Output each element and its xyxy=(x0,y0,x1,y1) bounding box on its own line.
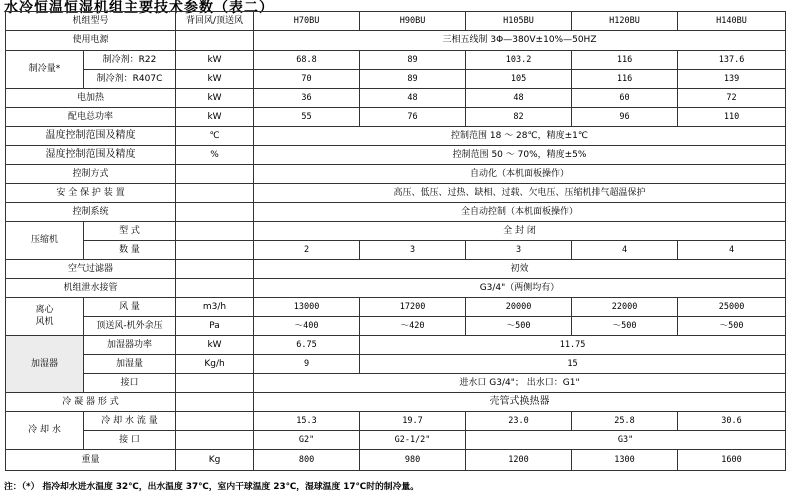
compressor-count-row xyxy=(6,241,786,260)
weight-label: 重量 xyxy=(6,450,176,471)
humidifier-port-row xyxy=(6,374,786,393)
control-system-label: 控制系统 xyxy=(6,203,176,222)
table-cell: 137.6 xyxy=(678,51,786,70)
compressor-type-value: 全 封 闭 xyxy=(254,222,786,241)
footnote: 注：（*） 指冷却水进水温度 32℃，出水温度 37℃，室内干球温度 23℃，湿球温度 17℃时的制冷量。 xyxy=(4,482,419,492)
air-filter-label: 空气过滤器 xyxy=(6,260,176,279)
table-cell: ～420 xyxy=(360,317,466,336)
table-cell: 70 xyxy=(254,70,360,89)
table-cell: 17200 xyxy=(360,298,466,317)
table-cell: 25000 xyxy=(678,298,786,317)
fan-pressure-row xyxy=(6,317,786,336)
humidity-row xyxy=(6,146,786,165)
page-title: 水冷恒温恒湿机组主要技术参数（表二） xyxy=(4,0,274,16)
cooling-r22-row xyxy=(6,51,786,70)
fan-pressure-unit: Pa xyxy=(176,317,254,336)
table-cell: 68.8 xyxy=(254,51,360,70)
humidity-unit: % xyxy=(176,146,254,165)
cooling-r407c-unit: kW xyxy=(176,70,254,89)
table-cell: 9 xyxy=(254,355,360,374)
model-label: 机组型号 xyxy=(6,12,176,31)
fan-airflow-unit: m3/h xyxy=(176,298,254,317)
total-power-unit: kW xyxy=(176,108,254,127)
fan-airflow-row xyxy=(6,298,786,317)
condenser-row xyxy=(6,393,786,412)
safety-label: 安 全 保 护 装 置 xyxy=(6,184,176,203)
table-cell: 48 xyxy=(360,89,466,108)
humidifier-amount-label: 加湿量 xyxy=(84,355,176,374)
weight-unit: Kg xyxy=(176,450,254,471)
power-supply-label: 使用电源 xyxy=(6,31,176,51)
table-cell: 55 xyxy=(254,108,360,127)
table-cell: 800 xyxy=(254,450,360,471)
table-cell: ～400 xyxy=(254,317,360,336)
airflow-label: 背回风/顶送风 xyxy=(176,12,254,31)
control-mode-value: 自动化（本机面板操作） xyxy=(254,165,786,184)
total-power-label: 配电总功率 xyxy=(6,108,176,127)
cooling-r22-unit: kW xyxy=(176,51,254,70)
table-cell: 980 xyxy=(360,450,466,471)
control-system-value: 全自动控制（本机面板操作） xyxy=(254,203,786,222)
table-cell: 116 xyxy=(572,70,678,89)
table-cell: 25.8 xyxy=(572,412,678,431)
table-cell: 3 xyxy=(466,241,572,260)
table-cell: 103.2 xyxy=(466,51,572,70)
cooling-water-port-label: 接 口 xyxy=(84,431,176,450)
spec-table xyxy=(5,11,786,471)
power-supply-row xyxy=(6,31,786,51)
control-system-row xyxy=(6,203,786,222)
table-cell: 60 xyxy=(572,89,678,108)
electric-heating-label: 电加热 xyxy=(6,89,176,108)
fan-group-label: 离心 风机 xyxy=(6,298,84,336)
table-cell: 110 xyxy=(678,108,786,127)
control-mode-row xyxy=(6,165,786,184)
humidifier-power-row xyxy=(6,336,786,355)
humidifier-group-label: 加湿器 xyxy=(6,336,84,393)
drain-row xyxy=(6,279,786,298)
model-h140bu: H140BU xyxy=(678,12,786,31)
table-cell: 139 xyxy=(678,70,786,89)
humidifier-power-unit: kW xyxy=(176,336,254,355)
table-cell: 11.75 xyxy=(360,336,786,355)
table-cell: 15.3 xyxy=(254,412,360,431)
table-cell: ～500 xyxy=(466,317,572,336)
table-cell: 15 xyxy=(360,355,786,374)
table-cell: 13000 xyxy=(254,298,360,317)
cooling-r407c-row xyxy=(6,70,786,89)
table-cell: 72 xyxy=(678,89,786,108)
header-row xyxy=(6,12,786,31)
condenser-value: 壳管式换热器 xyxy=(254,393,786,412)
compressor-type-row xyxy=(6,222,786,241)
table-cell: 4 xyxy=(572,241,678,260)
air-filter-row xyxy=(6,260,786,279)
table-cell: 1300 xyxy=(572,450,678,471)
power-supply-value: 三相五线制 3Φ—380V±10%—50HZ xyxy=(254,31,786,51)
drain-value: G3/4"（两侧均有） xyxy=(254,279,786,298)
table-cell: 116 xyxy=(572,51,678,70)
table-cell: 3 xyxy=(360,241,466,260)
table-cell: 23.0 xyxy=(466,412,572,431)
table-cell: ～500 xyxy=(572,317,678,336)
table-cell: 1600 xyxy=(678,450,786,471)
table-cell: 48 xyxy=(466,89,572,108)
compressor-type-label: 型 式 xyxy=(84,222,176,241)
air-filter-value: 初效 xyxy=(254,260,786,279)
humidifier-port-value: 进水口 G3/4"； 出水口：G1" xyxy=(254,374,786,393)
condenser-label: 冷 凝 器 形 式 xyxy=(6,393,176,412)
cooling-water-flow-label: 冷 却 水 流 量 xyxy=(84,412,176,431)
safety-row xyxy=(6,184,786,203)
table-cell: 96 xyxy=(572,108,678,127)
table-cell: G3" xyxy=(466,431,786,450)
table-cell: 76 xyxy=(360,108,466,127)
cooling-group-label: 制冷量* xyxy=(6,51,84,89)
table-cell: ～500 xyxy=(678,317,786,336)
table-cell: G2" xyxy=(254,431,360,450)
humidifier-power-label: 加湿器功率 xyxy=(84,336,176,355)
cooling-water-flow-row xyxy=(6,412,786,431)
cooling-r22-label: 制冷剂：R22 xyxy=(84,51,176,70)
table-cell: 89 xyxy=(360,70,466,89)
table-cell: 82 xyxy=(466,108,572,127)
total-power-row xyxy=(6,108,786,127)
model-h70bu: H70BU xyxy=(254,12,360,31)
table-cell: 36 xyxy=(254,89,360,108)
table-cell: 22000 xyxy=(572,298,678,317)
humidifier-amount-row xyxy=(6,355,786,374)
temperature-row xyxy=(6,127,786,146)
humidifier-amount-unit: Kg/h xyxy=(176,355,254,374)
table-cell: 4 xyxy=(678,241,786,260)
table-cell: 20000 xyxy=(466,298,572,317)
table-cell: 105 xyxy=(466,70,572,89)
fan-airflow-label: 风 量 xyxy=(84,298,176,317)
electric-heating-row xyxy=(6,89,786,108)
cooling-water-group-label: 冷 却 水 xyxy=(6,412,84,450)
table-cell: 89 xyxy=(360,51,466,70)
cooling-water-port-row xyxy=(6,431,786,450)
temperature-unit: ℃ xyxy=(176,127,254,146)
temperature-label: 温度控制范围及精度 xyxy=(6,127,176,146)
control-mode-label: 控制方式 xyxy=(6,165,176,184)
humidifier-port-label: 接口 xyxy=(84,374,176,393)
table-cell: 2 xyxy=(254,241,360,260)
compressor-group-label: 压缩机 xyxy=(6,222,84,260)
weight-row xyxy=(6,450,786,471)
table-cell: G2-1/2" xyxy=(360,431,466,450)
humidity-label: 湿度控制范围及精度 xyxy=(6,146,176,165)
drain-label: 机组泄水接管 xyxy=(6,279,176,298)
humidity-value: 控制范围 50 ～ 70%，精度±5% xyxy=(254,146,786,165)
electric-heating-unit: kW xyxy=(176,89,254,108)
safety-value: 高压、低压、过热、缺相、过载、欠电压、压缩机排气超温保护 xyxy=(254,184,786,203)
temperature-value: 控制范围 18 ～ 28℃，精度±1℃ xyxy=(254,127,786,146)
table-cell: 6.75 xyxy=(254,336,360,355)
table-cell: 19.7 xyxy=(360,412,466,431)
model-h105bu: H105BU xyxy=(466,12,572,31)
fan-pressure-label: 顶送风-机外余压 xyxy=(84,317,176,336)
table-cell: 1200 xyxy=(466,450,572,471)
table-cell: 30.6 xyxy=(678,412,786,431)
compressor-count-label: 数 量 xyxy=(84,241,176,260)
model-h90bu: H90BU xyxy=(360,12,466,31)
model-h120bu: H120BU xyxy=(572,12,678,31)
cooling-r407c-label: 制冷剂：R407C xyxy=(84,70,176,89)
